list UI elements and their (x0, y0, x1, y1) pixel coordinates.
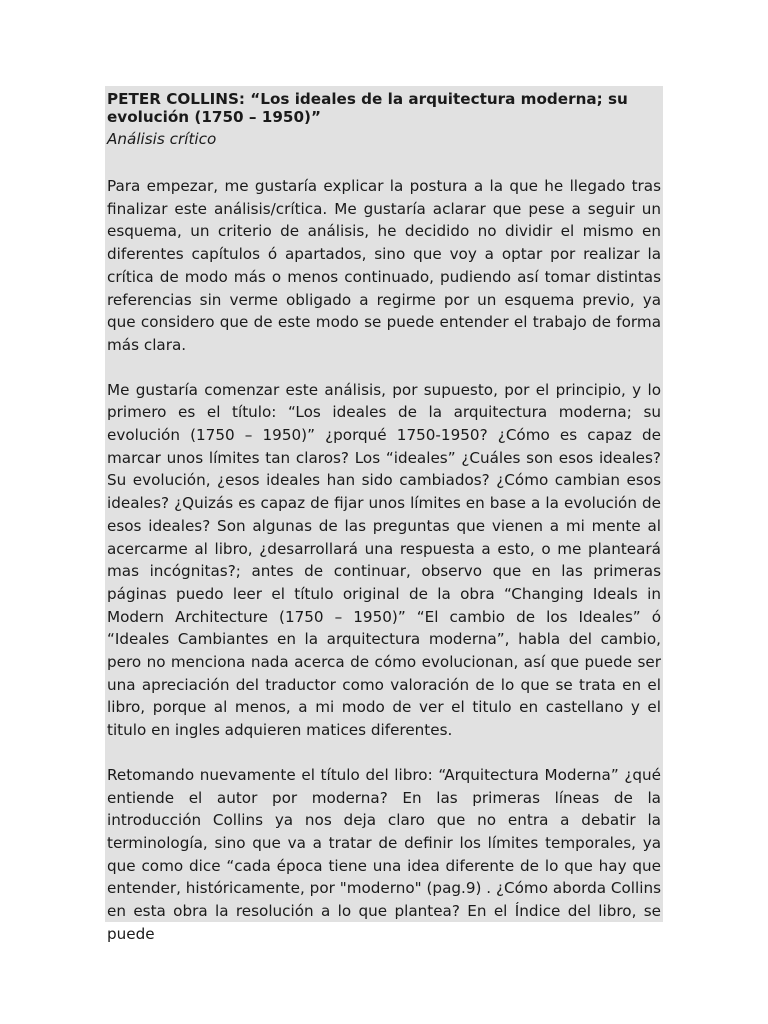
document-page (105, 86, 663, 943)
paragraph-modern-architecture: Retomando nuevamente el título del libro: “Arquitectura Moderna” ¿qué entiende el autor por moderna? En las primeras líneas de la introducción Collins ya nos deja claro que no entra a debatir la terminología, sino que va a tratar de definir los límites temporales, ya que como dice “cada época tiene una idea diferente de lo que hay que entender, históricamente, por "moderno" (pag.9) . ¿Cómo aborda Collins en esta obra la resolución a lo que plantea? En el Índice del libro, se puede (107, 765, 661, 943)
paragraph-spacer (105, 742, 663, 764)
paragraph-intro: Para empezar, me gustaría explicar la postura a la que he llegado tras finalizar este análisis/crítica. Me gustaría aclarar que pese a seguir un esquema, un criterio de análisis, he decidido no dividir el mismo en diferentes capítulos ó apartados, sino que voy a optar por realizar la crítica de modo más o menos continuado, pudiendo así tomar distintas referencias sin verme obligado a regirme por un esquema previo, ya que considero que de este modo se puede entender el trabajo de forma más clara. (107, 177, 661, 354)
paragraph-spacer (105, 357, 663, 379)
paragraph-title-analysis: Me gustaría comenzar este análisis, por supuesto, por el principio, y lo primero es el título: “Los ideales de la arquitectura moderna; su evolución (1750 – 1950)” ¿porqué 1750-1950? ¿Cómo es capaz de marcar unos límites tan claros? Los “ideales” ¿Cuáles son esos ideales? Su evolución, ¿esos ideales han sido cambiados? ¿Cómo cambian esos ideales? ¿Quizás es capaz de fijar unos límites en base a la evolución de esos ideales? Son algunas de las preguntas que vienen a mi mente al acercarme al libro, ¿desarrollará una respuesta a esto, o me planteará mas incógnitas?; antes de continuar, observo que en las primeras páginas puedo leer el título original de la obra “Changing Ideals in Modern Architecture (1750 – 1950)” “El cambio de los Ideales” ó “Ideales Cambiantes en la arquitectura moderna”, habla del cambio, pero no menciona nada acerca de cómo evolucionan, así que puede ser una apreciación del traductor como valoración de lo que se trata en el libro, porque al menos, a mi modo de ver el titulo en castellano y el titulo en ingles adquieren matices diferentes. (107, 380, 661, 740)
document-title: PETER COLLINS: “Los ideales de la arquitectura moderna; su evolución (1750 – 1950)” (107, 90, 628, 126)
document-subtitle: Análisis crítico (107, 130, 217, 148)
paragraph-spacer (105, 150, 663, 175)
